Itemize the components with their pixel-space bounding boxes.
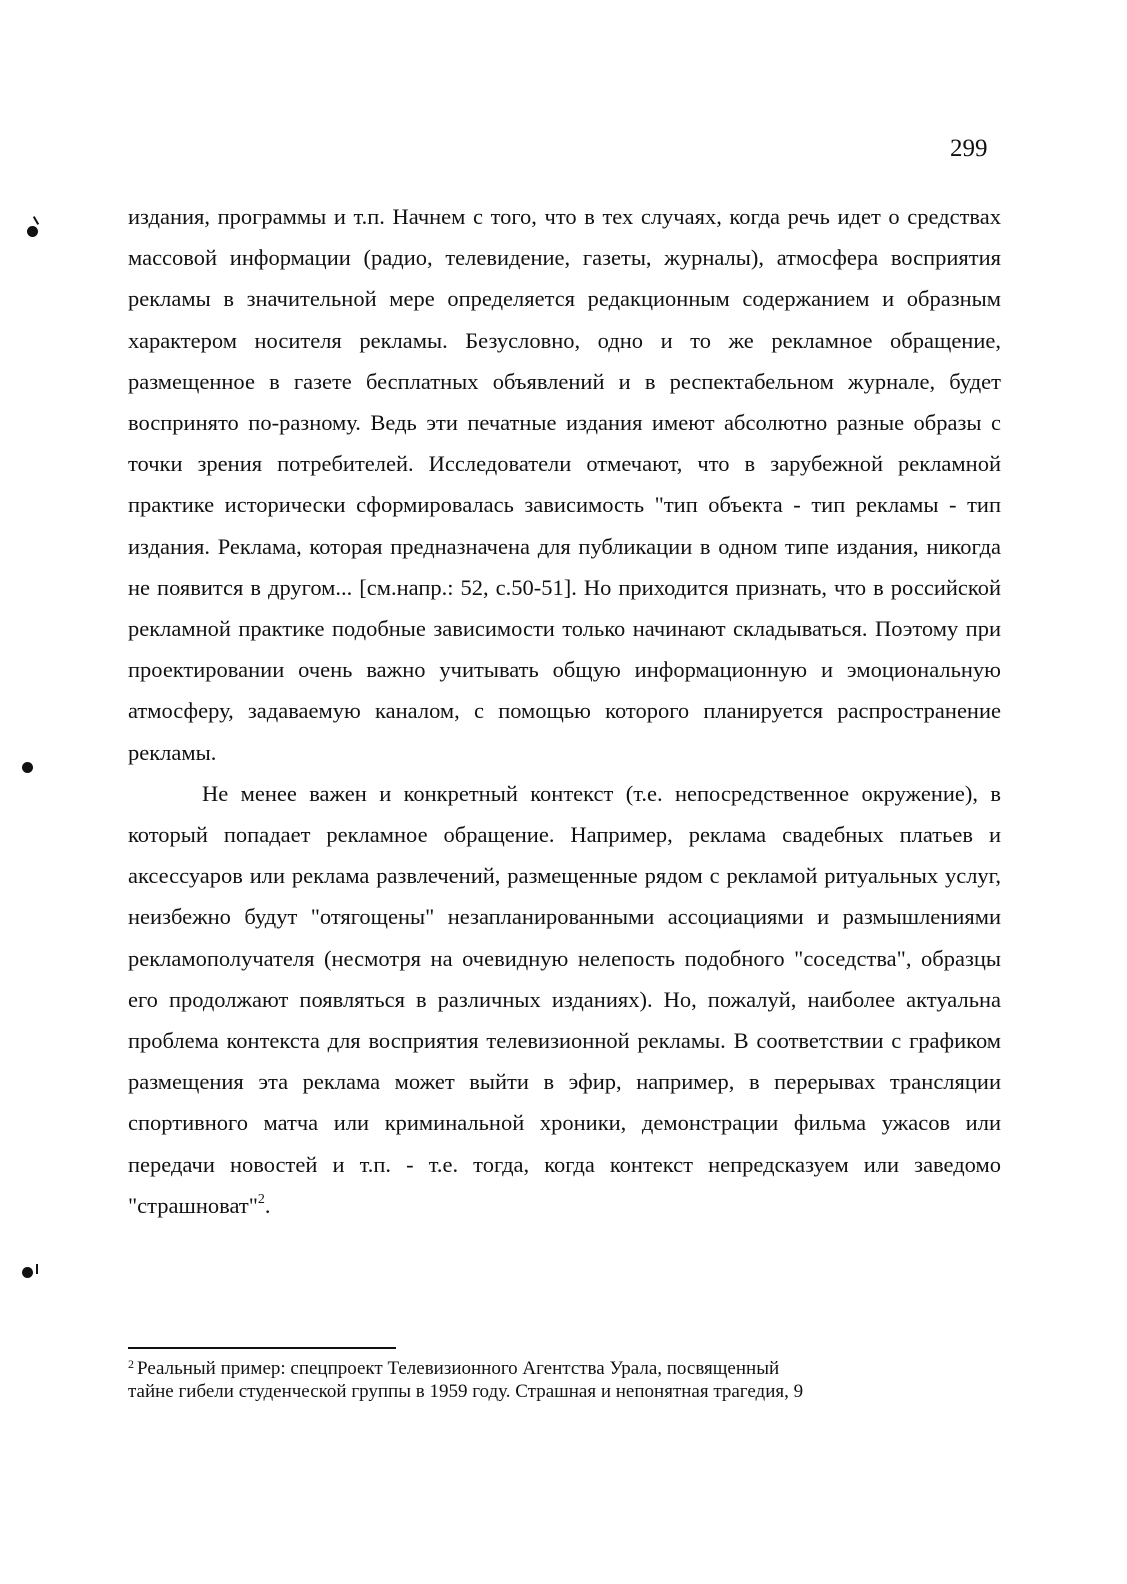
paragraph [128, 773, 1001, 1226]
footnote [128, 1357, 1008, 1403]
margin-mark [22, 1267, 33, 1278]
footnote-divider [128, 1347, 396, 1349]
footnote-reference: 2 [257, 1191, 265, 1207]
footnote-text: Реальный пример: спецпроект Телевизионного Агентства Урала, посвященный [137, 1358, 780, 1379]
paragraph-text: Не менее важен и конкретный контекст (т.е. непосредственное окружение), в который попадает рекламное обращение. Например, реклама свадебных платьев и аксессуаров или реклама развлечений, размещенные рядом с рекламой ритуальных услуг, неизбежно будут "отягощены" незапланированными ассоциациями и размышлениями рекламополучателя (несмотря на очевидную нелепость подобного "соседства", образцы его продолжают появляться в различных изданиях). Но, пожалуй, наиболее актуальна проблема контекста для восприятия телевизионной рекламы. В соответствии с графиком размещения эта реклама может выйти в эфир, например, в перерывах трансляции спортивного матча или криминальной хроники, демонстрации фильма ужасов или передачи новостей и т.п. - т.е. тогда, когда контекст непредсказуем или заведомо "страшноват" [128, 780, 1001, 1218]
footnote-line [128, 1357, 1008, 1380]
margin-mark [33, 216, 39, 225]
sentence-end: . [264, 1192, 271, 1218]
footnote-mark: 2 [128, 1357, 134, 1371]
page-number: 299 [950, 135, 988, 162]
margin-mark [22, 762, 33, 773]
paragraph: издания, программы и т.п. Начнем с того, что в тех случаях, когда речь идет о средствах массовой информации (радио, телевидение, газеты, журналы), атмосфера восприятия рекламы в значительной мере определяется редакционным содержанием и образным характером носителя рекламы. Безусловно, одно и то же рекламное обращение, размещенное в газете бесплатных объявлений и в респектабельном журнале, будет воспринято по-разному. Ведь эти печатные издания имеют абсолютно разные образы с точки зрения потребителей. Исследователи отмечают, что в зарубежной рекламной практике исторически сформировалась зависимость "тип объекта - тип рекламы - тип издания. Реклама, которая предназначена для публикации в одном типе издания, никогда не появится в другом... [см.напр.: 52, с.50-51]. Но приходится признать, что в российской рекламной практике подобные зависимости только начинают складываться. Поэтому при проектировании очень важно учитывать общую информационную и эмоциональную атмосферу, задаваемую каналом, с помощью которого планируется распространение рекламы. [128, 204, 1001, 765]
margin-mark [27, 226, 38, 237]
body-text [128, 196, 1001, 1226]
footnote-line: тайне гибели студенческой группы в 1959 году. Страшная и непонятная трагедия, 9 [128, 1381, 804, 1402]
margin-mark [36, 1264, 38, 1274]
